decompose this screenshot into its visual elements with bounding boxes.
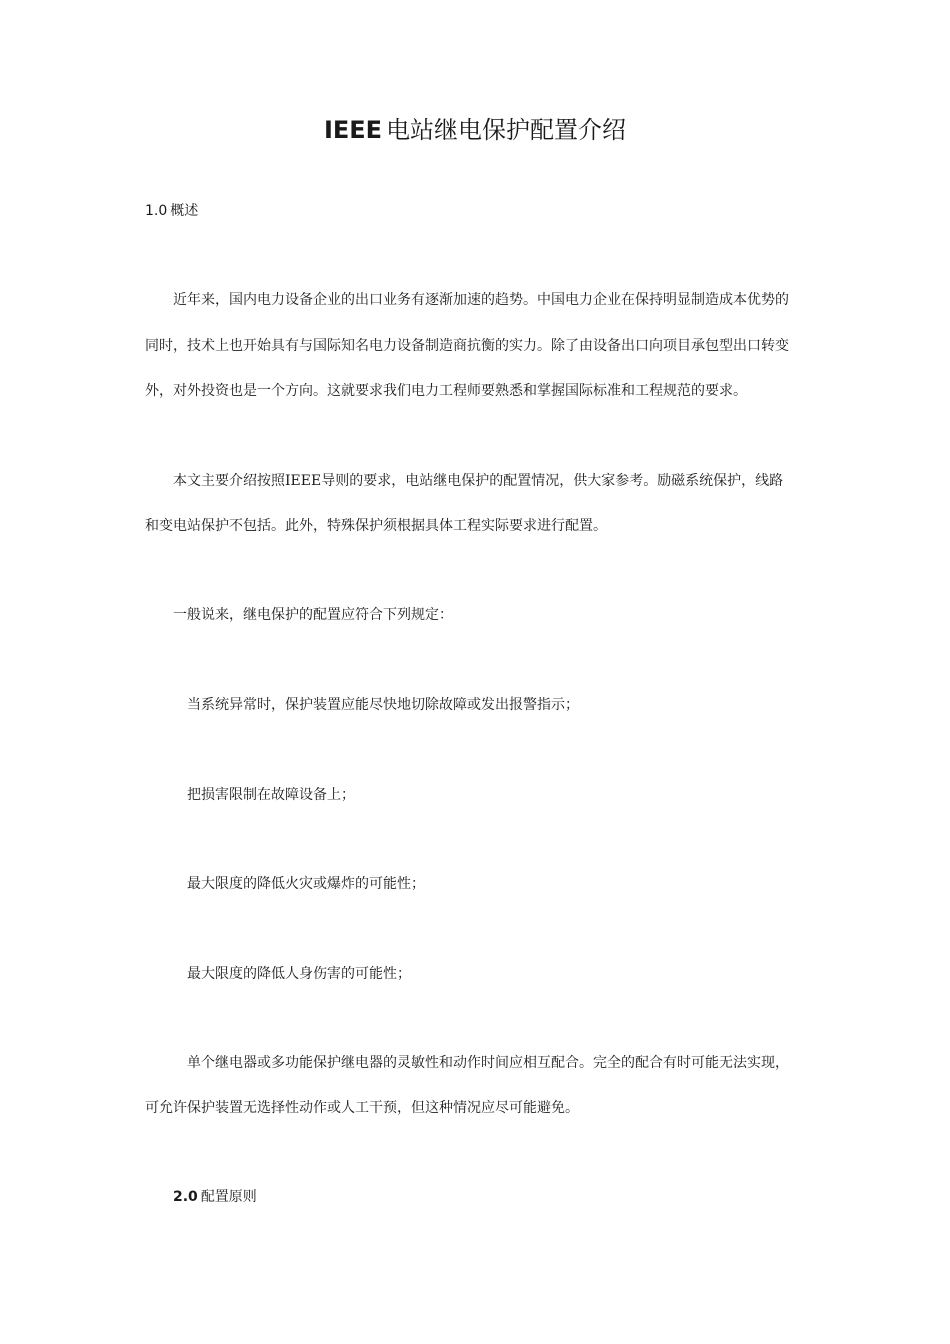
rule-item: 当系统异常时，保护装置应能尽快地切除故障或发出报警指示；	[187, 697, 579, 713]
paragraph-line: 和变电站保护不包括。此外，特殊保护须根据具体工程实际要求进行配置。	[145, 518, 607, 534]
title-prefix: IEEE	[323, 116, 383, 144]
section-number: 1.0	[145, 203, 168, 219]
section-label: 配置原则	[200, 1189, 257, 1205]
paragraph-line: 一般说来，继电保护的配置应符合下列规定：	[173, 607, 453, 623]
paragraph-line: 近年来，国内电力设备企业的出口业务有逐渐加速的趋势。中国电力企业在保持明显制造成本优势的	[173, 292, 789, 308]
rule-item: 把损害限制在故障设备上；	[187, 787, 355, 803]
section-label: 概述	[170, 203, 199, 219]
rule-item: 最大限度的降低火灾或爆炸的可能性；	[187, 876, 425, 892]
paragraph-line: 本文主要介绍按照IEEE导则的要求，电站继电保护的配置情况，供大家参考。励磁系统保护，线路	[173, 473, 784, 489]
document-title	[0, 113, 950, 147]
section-heading-2	[173, 1187, 257, 1207]
title-text: 电站继电保护配置介绍	[386, 116, 627, 144]
paragraph-line: 外，对外投资也是一个方向。这就要求我们电力工程师要熟悉和掌握国际标准和工程规范的要求。	[145, 383, 747, 399]
paragraph-line: 单个继电器或多功能保护继电器的灵敏性和动作时间应相互配合。完全的配合有时可能无法实现，	[187, 1055, 789, 1071]
rule-item: 最大限度的降低人身伤害的可能性；	[187, 966, 411, 982]
paragraph-line: 同时，技术上也开始具有与国际知名电力设备制造商抗衡的实力。除了由设备出口向项目承包型出口转变	[145, 338, 789, 354]
section-number: 2.0	[173, 1189, 198, 1205]
paragraph-line: 可允许保护装置无选择性动作或人工干预，但这种情况应尽可能避免。	[145, 1100, 579, 1116]
section-heading-1	[145, 201, 198, 221]
